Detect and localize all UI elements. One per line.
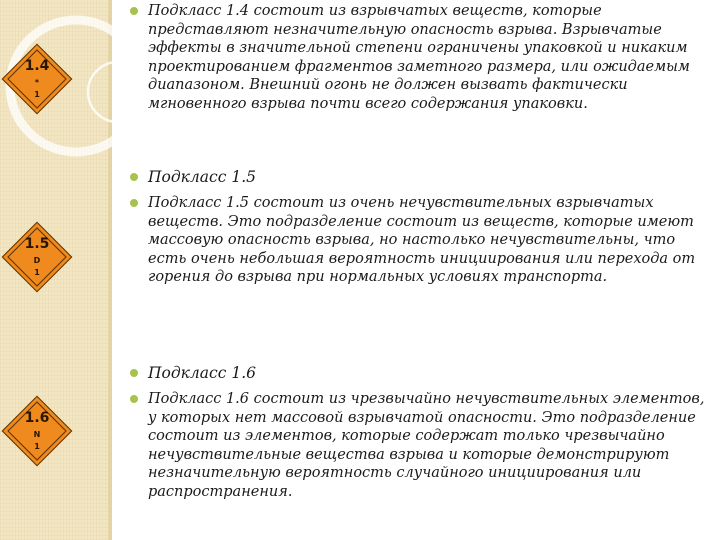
sub16-text: Подкласс 1.6 состоит из чрезвычайно нечувствительных элементов, у которых нет массовой взрывчатой опасности. Это подразделение состоит из элементов, которые содержат только чрезвычайно нечувствительные вещества взрыва и которые демонстрируют незначительную вероятность случайного инициирования или распространения. [148, 391, 705, 500]
sign-group: D [33, 256, 41, 265]
sign-class: 1 [34, 90, 40, 99]
list-item-sub14 [148, 2, 708, 114]
sign-class: 1 [34, 442, 40, 451]
sub14-text: Подкласс 1.4 состоит из взрывчатых веществ, которые представляют незначительную опасность взрыва. Взрывчатые эффекты в значительной степени ограничены упаковкой и никаким проектированием фрагментов заметного размера, или ожидаемым диапазоном. Внешний огонь не должен вызвать фактически мгновенного взрыва почти всего содержания упаковки. [148, 3, 690, 112]
hazard-sign-1-6 [2, 396, 72, 466]
bullet-icon [130, 7, 138, 15]
sign-class: 1 [34, 268, 40, 277]
hazard-sign-1-5 [2, 222, 72, 292]
sign-number: 1.6 [24, 410, 50, 426]
sign-group: * [34, 78, 40, 87]
sign-group: N [33, 430, 41, 439]
list-item-sub15-heading [148, 168, 708, 187]
bullet-icon [130, 173, 138, 181]
sub15-heading: Подкласс 1.5 [148, 168, 256, 186]
list-item-sub15 [148, 194, 708, 287]
list-item-sub16 [148, 390, 708, 502]
list-item-sub16-heading [148, 364, 708, 383]
sidebar-edge [108, 0, 112, 540]
sign-number: 1.4 [24, 58, 50, 74]
bullet-icon [130, 199, 138, 207]
sub16-heading: Подкласс 1.6 [148, 364, 256, 382]
hazard-sign-1-4 [2, 44, 72, 114]
sign-number: 1.5 [24, 236, 50, 252]
sub15-text: Подкласс 1.5 состоит из очень нечувствительных взрывчатых веществ. Это подразделение состоит из веществ, которые имеют массовую опасность взрыва, но настолько нечувствительны, что есть очень небольшая вероятность инициирования или перехода от горения до взрыва при нормальных условиях транспорта. [148, 195, 696, 286]
bullet-icon [130, 369, 138, 377]
bullet-icon [130, 395, 138, 403]
